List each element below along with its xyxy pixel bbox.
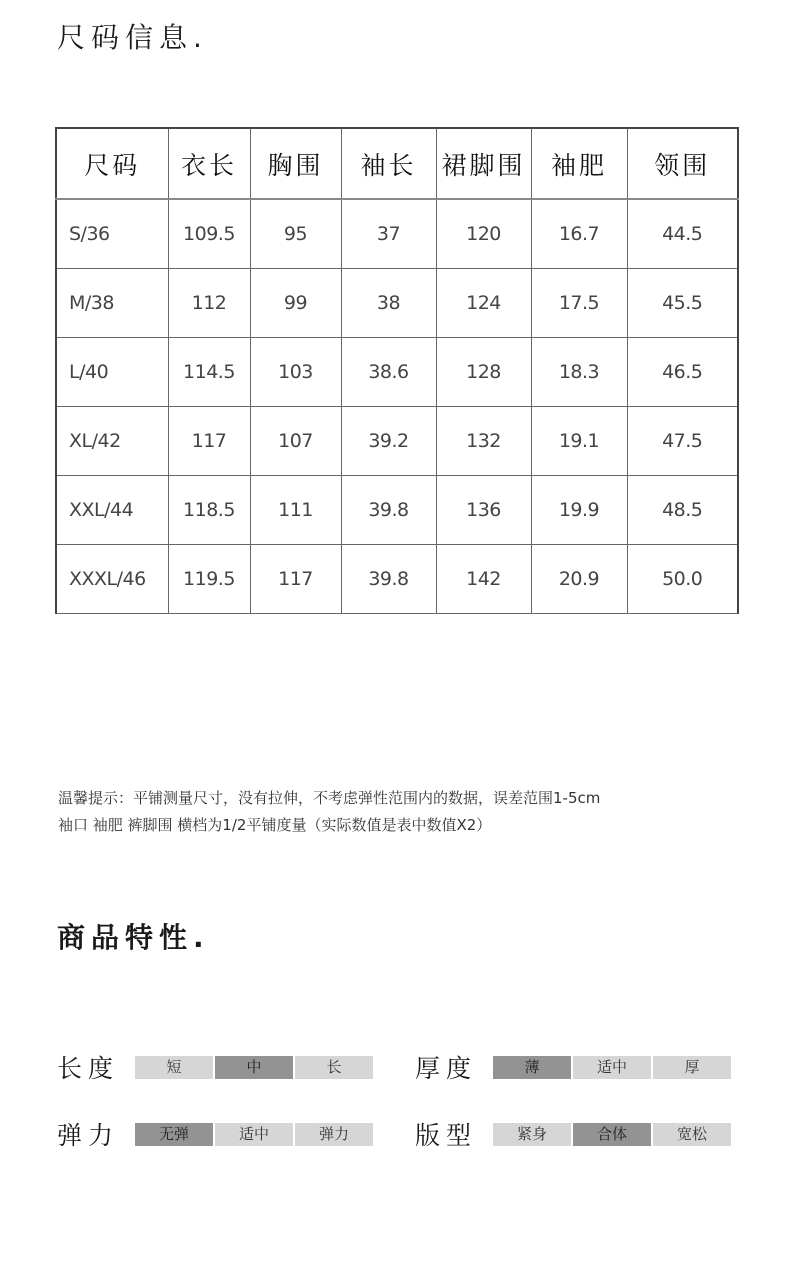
feature-option: 短 <box>135 1056 213 1079</box>
measurement-cell: 16.7 <box>531 199 627 269</box>
measurement-cell: 48.5 <box>627 476 738 545</box>
measurement-cell: 44.5 <box>627 199 738 269</box>
feature-length <box>57 1049 373 1085</box>
size-cell: L/40 <box>56 338 168 407</box>
measurement-cell: 39.8 <box>341 476 436 545</box>
measurement-cell: 47.5 <box>627 407 738 476</box>
measurement-cell: 20.9 <box>531 545 627 614</box>
table-row <box>56 407 738 476</box>
feature-fit <box>415 1116 731 1152</box>
measurement-cell: 118.5 <box>168 476 250 545</box>
header-chest: 胸围 <box>250 128 341 199</box>
measurement-cell: 39.2 <box>341 407 436 476</box>
header-sleeve-length: 袖长 <box>341 128 436 199</box>
size-cell: XXXL/46 <box>56 545 168 614</box>
table-row <box>56 545 738 614</box>
measurement-cell: 111 <box>250 476 341 545</box>
table-row <box>56 199 738 269</box>
size-cell: XL/42 <box>56 407 168 476</box>
feature-label: 版型 <box>415 1121 478 1150</box>
header-size: 尺码 <box>56 128 168 199</box>
feature-option: 薄 <box>493 1056 571 1079</box>
measurement-cell: 39.8 <box>341 545 436 614</box>
size-cell: XXL/44 <box>56 476 168 545</box>
measurement-cell: 136 <box>436 476 531 545</box>
feature-option: 弹力 <box>295 1123 373 1146</box>
feature-options <box>135 1123 373 1146</box>
measurement-cell: 38.6 <box>341 338 436 407</box>
measurement-cell: 19.9 <box>531 476 627 545</box>
measurement-cell: 117 <box>250 545 341 614</box>
feature-option: 适中 <box>215 1123 293 1146</box>
table-row <box>56 338 738 407</box>
measurement-cell: 119.5 <box>168 545 250 614</box>
feature-label: 厚度 <box>415 1054 478 1083</box>
feature-option: 长 <box>295 1056 373 1079</box>
feature-options <box>493 1056 731 1079</box>
feature-option: 无弹 <box>135 1123 213 1146</box>
header-neck: 领围 <box>627 128 738 199</box>
header-hem: 裙脚围 <box>436 128 531 199</box>
measurement-cell: 19.1 <box>531 407 627 476</box>
size-cell: S/36 <box>56 199 168 269</box>
feature-option: 紧身 <box>493 1123 571 1146</box>
feature-label: 弹力 <box>57 1121 120 1150</box>
measurement-cell: 128 <box>436 338 531 407</box>
feature-label: 长度 <box>57 1054 120 1083</box>
table-header-row <box>56 128 738 199</box>
product-features-title: 商品特性. <box>57 921 210 954</box>
measurement-cell: 107 <box>250 407 341 476</box>
header-sleeve-width: 袖肥 <box>531 128 627 199</box>
measurement-cell: 99 <box>250 269 341 338</box>
measurement-cell: 17.5 <box>531 269 627 338</box>
feature-elasticity <box>57 1116 373 1152</box>
measurement-cell: 112 <box>168 269 250 338</box>
feature-option: 宽松 <box>653 1123 731 1146</box>
measurement-cell: 37 <box>341 199 436 269</box>
measurement-cell: 18.3 <box>531 338 627 407</box>
measurement-cell: 50.0 <box>627 545 738 614</box>
table-row <box>56 476 738 545</box>
measurement-cell: 45.5 <box>627 269 738 338</box>
feature-options <box>493 1123 731 1146</box>
header-length: 衣长 <box>168 128 250 199</box>
measurement-cell: 46.5 <box>627 338 738 407</box>
feature-option: 厚 <box>653 1056 731 1079</box>
measurement-cell: 142 <box>436 545 531 614</box>
measurement-cell: 132 <box>436 407 531 476</box>
measurement-cell: 120 <box>436 199 531 269</box>
measurement-cell: 38 <box>341 269 436 338</box>
tip-note-line-2: 袖口 袖肥 裤脚围 横档为1/2平铺度量（实际数值是表中数值X2） <box>58 816 492 834</box>
measurement-cell: 109.5 <box>168 199 250 269</box>
size-table <box>55 127 739 614</box>
measurement-cell: 124 <box>436 269 531 338</box>
feature-option: 中 <box>215 1056 293 1079</box>
measurement-cell: 103 <box>250 338 341 407</box>
feature-option: 合体 <box>573 1123 651 1146</box>
size-cell: M/38 <box>56 269 168 338</box>
table-row <box>56 269 738 338</box>
measurement-cell: 117 <box>168 407 250 476</box>
size-info-title: 尺码信息. <box>57 21 208 54</box>
measurement-cell: 114.5 <box>168 338 250 407</box>
tip-note-line-1: 温馨提示：平铺测量尺寸，没有拉伸，不考虑弹性范围内的数据，误差范围1-5cm <box>58 789 601 807</box>
feature-option: 适中 <box>573 1056 651 1079</box>
feature-thickness <box>415 1049 731 1085</box>
measurement-cell: 95 <box>250 199 341 269</box>
feature-options <box>135 1056 373 1079</box>
